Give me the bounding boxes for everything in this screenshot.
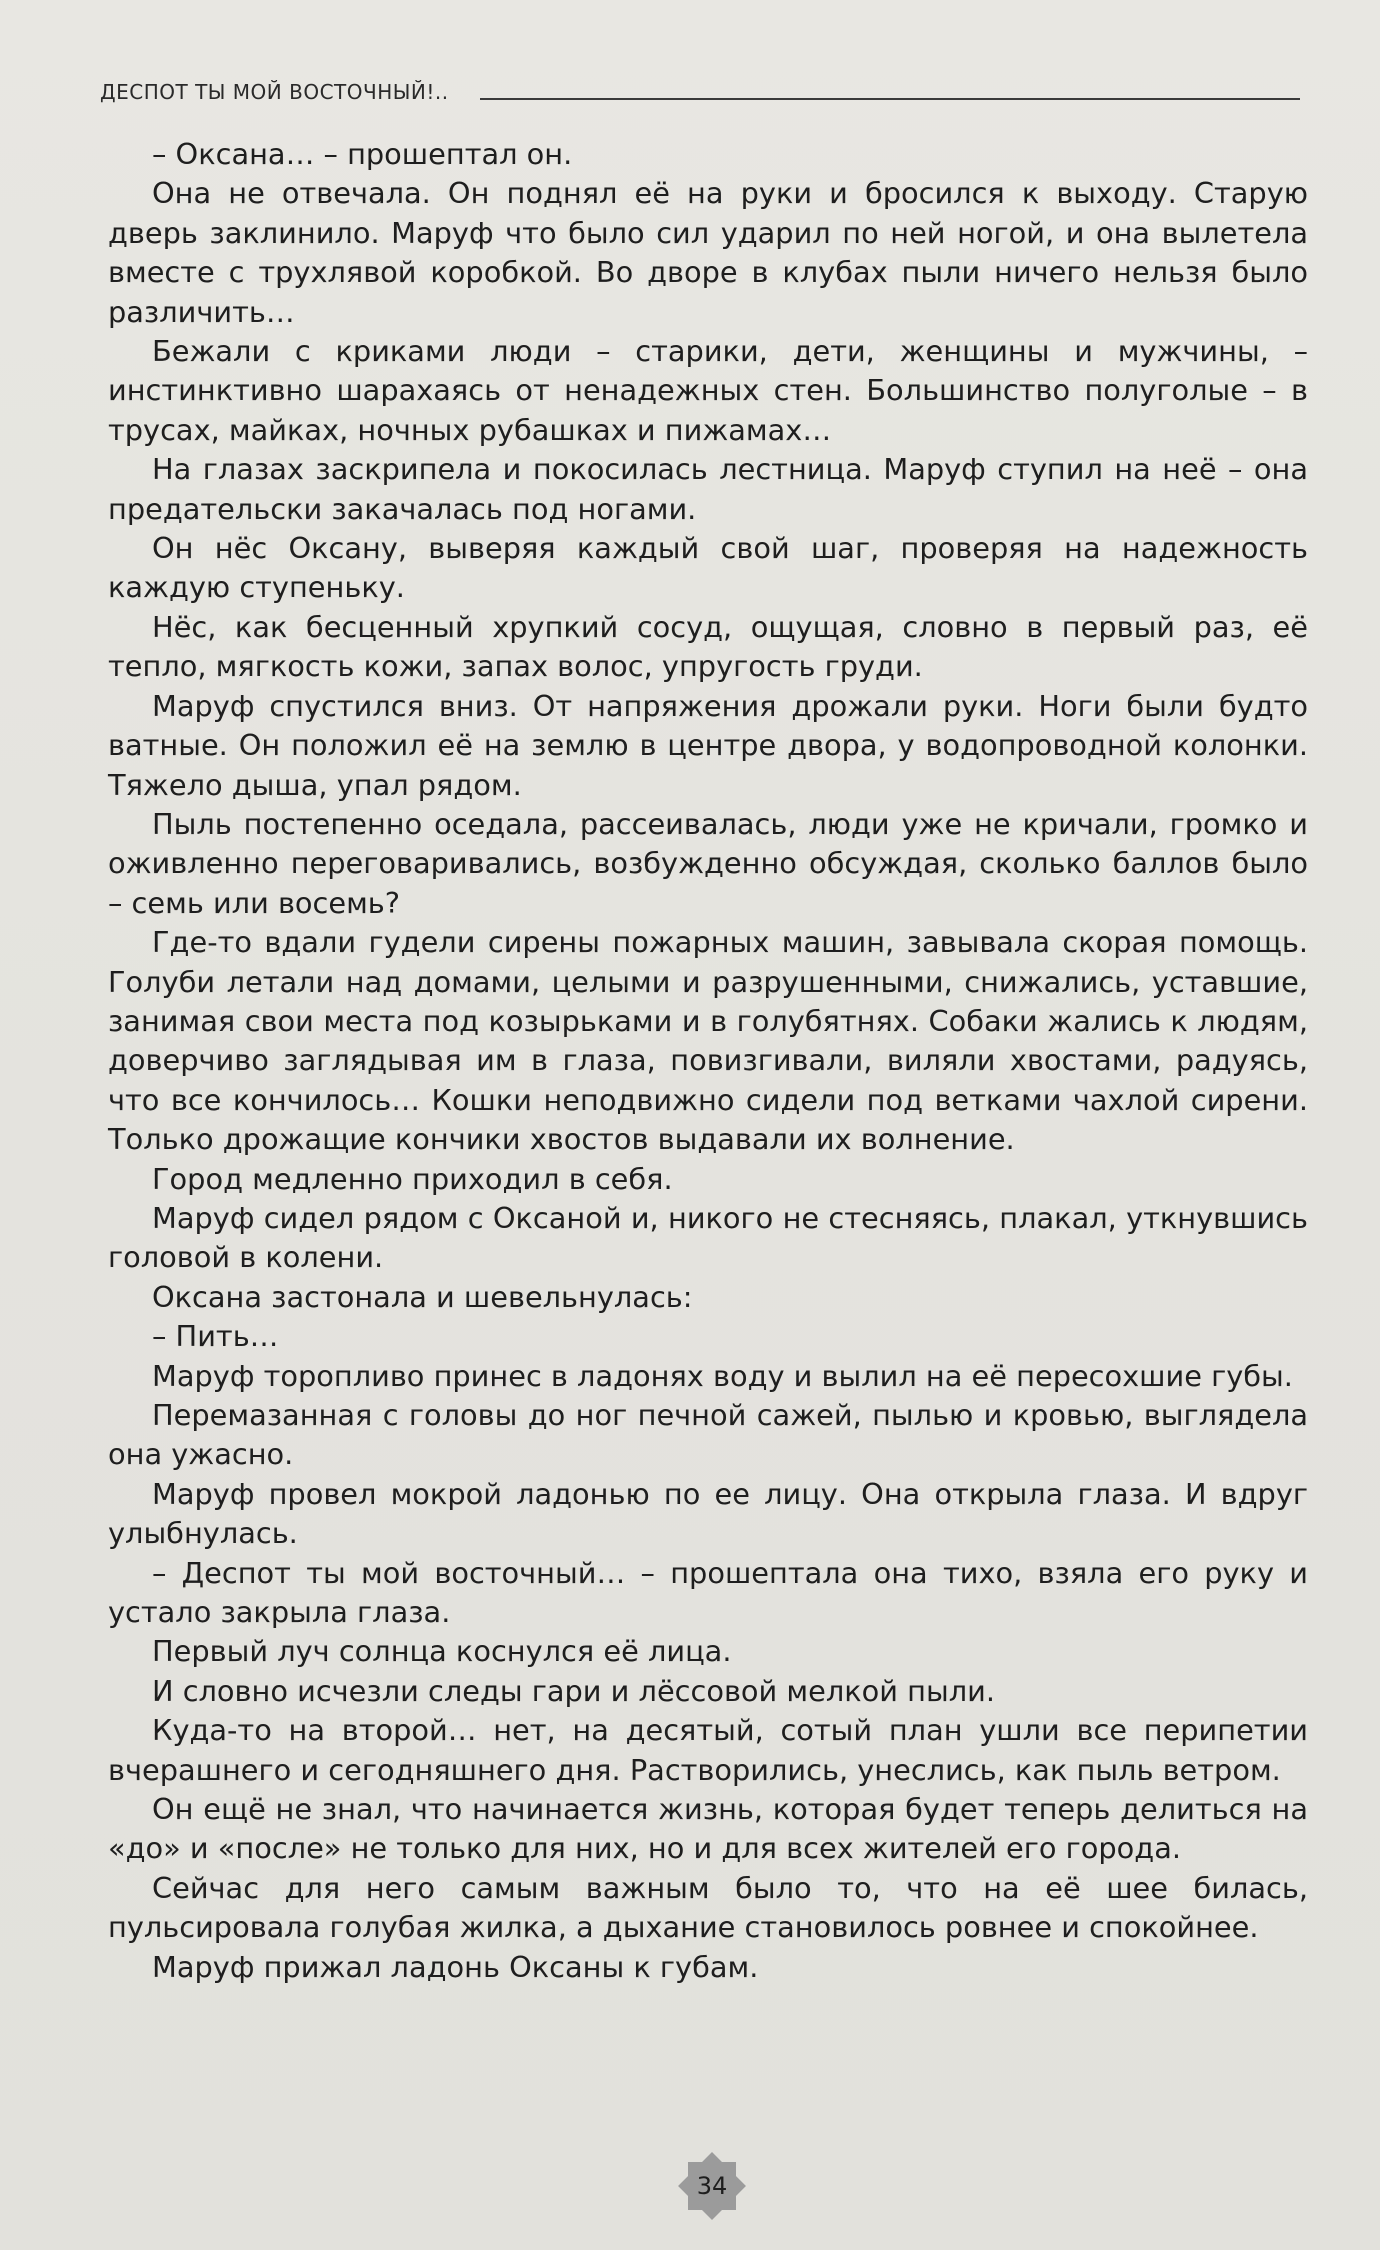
header-rule (480, 98, 1300, 100)
running-header (100, 70, 1300, 108)
paragraph: Куда-то на второй… нет, на десятый, сотый план ушли все перипетии вчерашнего и сегодняшнего дня. Растворились, унеслись, как пыль ветром. (108, 1713, 1308, 1787)
paragraph: Он ещё не знал, что начинается жизнь, которая будет теперь делиться на «до» и «после» не только для них, но и для всех жителей его города. (108, 1792, 1308, 1866)
paragraph: На глазах заскрипела и покосилась лестница. Маруф ступил на неё – она предательски закачалась под ногами. (108, 452, 1308, 526)
paragraph: Бежали с криками люди – старики, дети, женщины и мужчины, – инстинктивно шарахаясь от ненадежных стен. Большинство полуголые – в трусах, майках, ночных рубашках и пижамах… (108, 334, 1308, 447)
running-title: ДЕСПОТ ТЫ МОЙ ВОСТОЧНЫЙ!.. (100, 80, 449, 104)
paragraph: Маруф провел мокрой ладонью по ее лицу. Она открыла глаза. И вдруг улыбнулась. (108, 1476, 1308, 1551)
paragraph: Маруф прижал ладонь Оксаны к губам. (152, 1949, 759, 1984)
paragraph: Город медленно приходил в себя. (152, 1161, 673, 1196)
paragraph: Он нёс Оксану, выверяя каждый свой шаг, проверяя на надежность каждую ступеньку. (108, 531, 1308, 605)
paragraph: Где-то вдали гудели сирены пожарных машин, завывала скорая помощь. Голуби летали над домами, целыми и разрушенными, снижались, уставшие, занимая свои места под козырьками и в голубятнях. Собаки жались к людям, доверчиво заглядывая им в глаза, повизгивали, виляли хвостами, радуясь, что все кончилось… Кошки неподвижно сидели под ветками чахлой сирени. Только дрожащие кончики хвостов выдавали их волнение. (108, 925, 1308, 1157)
paragraph: Она не отвечала. Он поднял её на руки и бросился к выходу. Старую дверь заклинило. Маруф что было сил ударил по ней ногой, и она вылетела вместе с трухлявой коробкой. Во дворе в клубах пыли ничего нельзя было различить… (108, 176, 1308, 329)
paragraph: Маруф торопливо принес в ладонях воду и вылил на её пересохшие губы. (152, 1358, 1293, 1393)
page-number-badge (674, 2148, 750, 2224)
paragraph: Маруф сидел рядом с Оксаной и, никого не стесняясь, плакал, уткнувшись головой в колени. (108, 1200, 1308, 1275)
paragraph: Нёс, как бесценный хрупкий сосуд, ощущая, словно в первый раз, её тепло, мягкость кожи, запах волос, упругость груди. (108, 609, 1308, 684)
paragraph: Оксана застонала и шевельнулась: (152, 1279, 693, 1314)
paragraph: – Пить… (152, 1319, 279, 1354)
paragraph: И словно исчезли следы гари и лёссовой мелкой пыли. (152, 1673, 995, 1708)
paragraph: – Деспот ты мой восточный… – прошептала она тихо, взяла его руку и устало закрыла глаза. (108, 1555, 1308, 1630)
paragraph: Маруф спустился вниз. От напряжения дрожали руки. Ноги были будто ватные. Он положил её на землю в центре двора, у водопроводной колонки. Тяжело дыша, упал рядом. (108, 688, 1308, 802)
paragraph: Сейчас для него самым важным было то, что на её шее билась, пульсировала голубая жилка, а дыхание становилось ровнее и спокойнее. (108, 1870, 1308, 1945)
paragraph: Пыль постепенно оседала, рассеивалась, люди уже не кричали, громко и оживленно переговаривались, возбужденно обсуждая, сколько баллов было – семь или восемь? (108, 806, 1308, 920)
body-text (108, 135, 1308, 1987)
paragraph: Первый луч солнца коснулся её лица. (152, 1634, 732, 1669)
paragraph: Перемазанная с головы до ног печной сажей, пылью и кровью, выглядела она ужасно. (108, 1398, 1308, 1472)
paragraph: – Оксана… – прошептал он. (152, 137, 573, 171)
page-number: 34 (696, 2172, 728, 2200)
